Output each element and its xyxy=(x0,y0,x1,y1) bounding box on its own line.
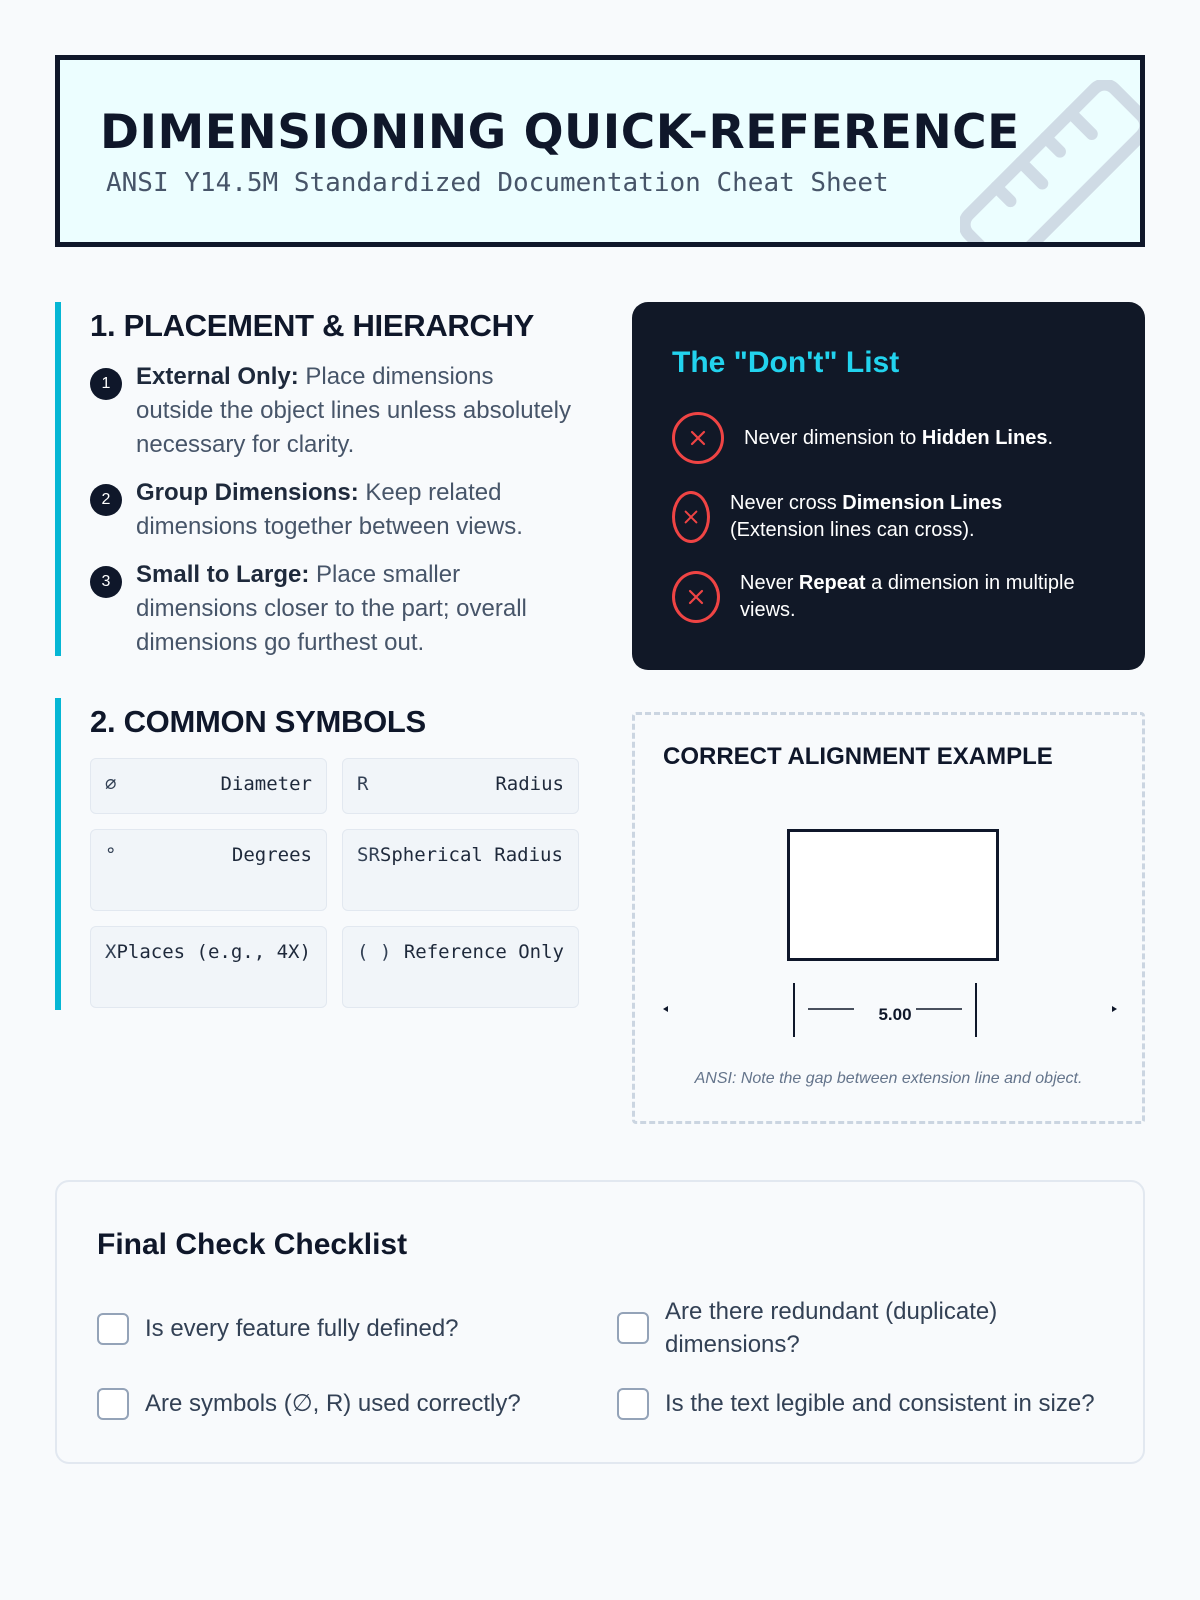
dont-item xyxy=(672,490,1105,544)
checkbox[interactable] xyxy=(97,1388,129,1420)
checklist-item xyxy=(97,1387,597,1420)
placement-rules xyxy=(90,360,575,660)
dont-text-bold: Repeat xyxy=(798,572,866,594)
checklist-title: Final Check Checklist xyxy=(97,1228,408,1261)
dont-text-pre: Never xyxy=(740,572,799,594)
dont-text xyxy=(740,570,1100,624)
radius-symbol: R xyxy=(357,773,369,795)
symbol-name: Spherical Radius xyxy=(379,844,563,866)
diameter-symbol: ∅ xyxy=(105,773,117,795)
page-title: DIMENSIONING QUICK-REFERENCE xyxy=(100,105,1020,160)
rule-number-badge: 2 xyxy=(90,484,122,516)
symbol-name: Reference Only xyxy=(403,941,564,963)
header-banner xyxy=(55,55,1145,247)
checklist-label: Are there redundant (duplicate) dimensions? xyxy=(665,1298,998,1358)
dont-text-pre: Never cross xyxy=(730,492,843,514)
places-symbol: X xyxy=(105,941,117,963)
dont-text-pre: Never dimension to xyxy=(744,426,922,449)
rule-item xyxy=(90,476,575,544)
dont-text-bold: Dimension Lines xyxy=(842,492,1003,514)
symbol-card-diameter xyxy=(90,758,327,814)
dont-item xyxy=(672,570,1105,624)
dont-text-bold: Hidden Lines xyxy=(921,426,1048,449)
symbols-section xyxy=(55,698,575,1010)
rule-item xyxy=(90,558,575,660)
checkbox[interactable] xyxy=(617,1388,649,1420)
rule-label: External Only: xyxy=(136,363,299,390)
dont-list-title: The "Don't" List xyxy=(672,346,900,379)
checklist-label: Is every feature fully defined? xyxy=(145,1315,459,1342)
degrees-symbol: ° xyxy=(105,844,117,866)
symbol-name: Degrees xyxy=(231,844,312,866)
checklist-label: Is the text legible and consistent in size? xyxy=(665,1390,1095,1417)
dont-item xyxy=(672,412,1105,464)
symbols-grid xyxy=(90,758,575,1008)
rule-label: Group Dimensions: xyxy=(136,479,359,506)
symbol-card-reference xyxy=(342,926,579,1008)
symbol-card-degrees xyxy=(90,829,327,911)
reference-symbol: ( ) xyxy=(357,941,392,963)
symbols-title: 2. COMMON SYMBOLS xyxy=(90,704,426,739)
alignment-title: CORRECT ALIGNMENT EXAMPLE xyxy=(663,743,1053,770)
rule-item xyxy=(90,360,575,462)
alignment-example-panel xyxy=(632,712,1145,1124)
dont-text-post: a dimension in multiple views. xyxy=(740,572,1075,621)
rule-description: Keep related dimensions together between views. xyxy=(136,479,523,540)
ruler-icon xyxy=(960,80,1145,247)
close-icon xyxy=(672,412,724,464)
checklist-item xyxy=(617,1295,1037,1361)
checklist-item xyxy=(617,1387,1127,1420)
checkbox[interactable] xyxy=(617,1312,649,1344)
rule-text xyxy=(136,360,575,462)
dont-list-panel xyxy=(632,302,1145,670)
dimension-value: 5.00 xyxy=(878,1005,912,1024)
symbol-card-spherical-radius xyxy=(342,829,579,911)
rule-description: Place dimensions outside the object lines unless absolutely necessary for clarity. xyxy=(136,363,571,458)
arrow-left-icon xyxy=(663,1006,668,1012)
checklist-label: Are symbols (∅, R) used correctly? xyxy=(145,1390,521,1417)
dont-text-post: (Extension lines can cross). xyxy=(730,519,975,541)
symbol-name: Places (e.g., 4X) xyxy=(116,941,311,963)
alignment-note: ANSI: Note the gap between extension line and object. xyxy=(694,1070,1083,1087)
final-checklist xyxy=(55,1180,1145,1464)
symbol-card-places xyxy=(90,926,327,1008)
rule-text xyxy=(136,476,575,544)
dont-text xyxy=(744,425,1053,452)
dont-text xyxy=(730,490,1030,544)
placement-section xyxy=(55,302,575,656)
rule-text xyxy=(136,558,575,660)
symbol-card-radius xyxy=(342,758,579,814)
placement-title: 1. PLACEMENT & HIERARCHY xyxy=(90,308,535,343)
checkbox[interactable] xyxy=(97,1313,129,1345)
spherical-radius-symbol: SR xyxy=(357,844,380,866)
rule-description: Place smaller dimensions closer to the part; overall dimensions go furthest out. xyxy=(136,561,527,656)
checklist-item xyxy=(97,1312,577,1345)
rule-label: Small to Large: xyxy=(136,561,310,588)
page-subtitle: ANSI Y14.5M Standardized Documentation Cheat Sheet xyxy=(106,168,889,198)
example-object xyxy=(787,829,999,961)
arrow-right-icon xyxy=(1112,1006,1117,1012)
close-icon xyxy=(672,491,710,543)
dont-text-post: . xyxy=(1047,426,1054,449)
symbol-name: Radius xyxy=(495,773,564,795)
close-icon xyxy=(672,571,720,623)
rule-number-badge: 3 xyxy=(90,566,122,598)
rule-number-badge: 1 xyxy=(90,368,122,400)
symbol-name: Diameter xyxy=(220,773,312,795)
